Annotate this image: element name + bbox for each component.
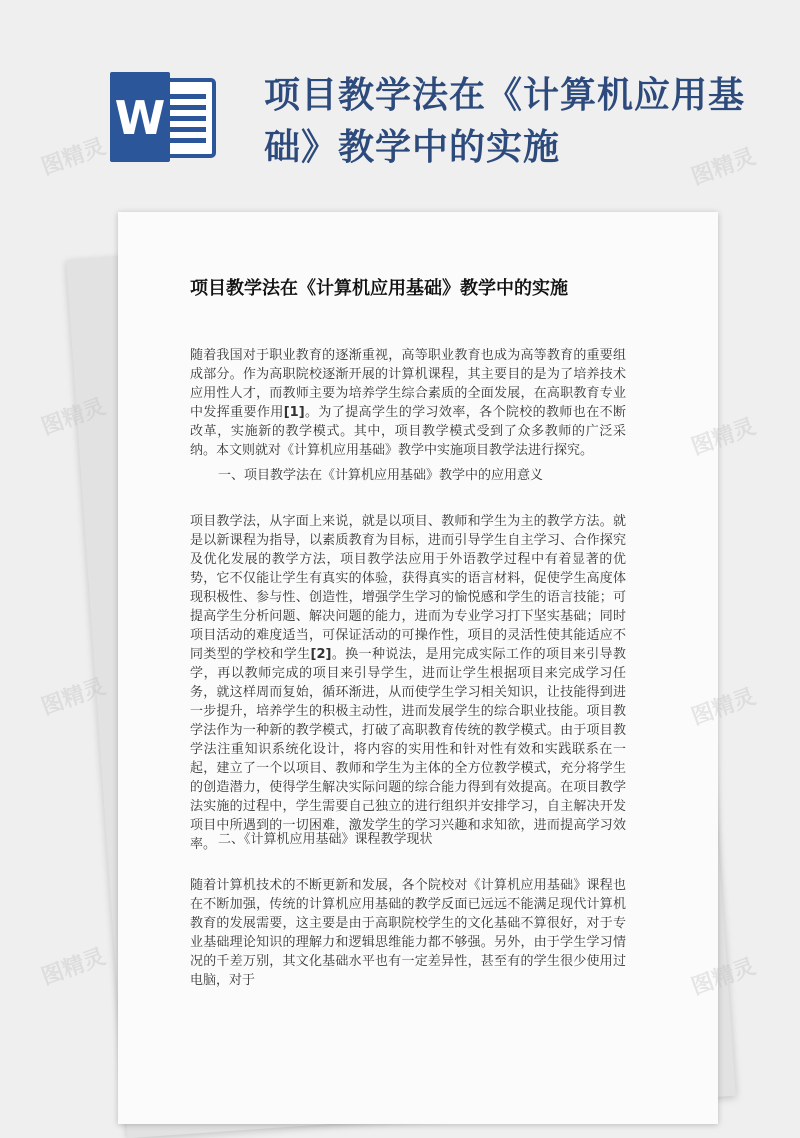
reference-2: [2] — [310, 647, 332, 662]
paragraph-intro — [190, 346, 626, 460]
paragraph-project-method — [190, 512, 626, 854]
watermark: 图精灵 — [688, 954, 759, 1001]
paragraph-project-method-text-a: 项目教学法，从字面上来说，就是以项目、教师和学生为主的教学方法。就是以新课程为指导，以素质教育为目标，进而引导学生自主学习、合作探究及优化发展的教学方法，项目教学法应用于外语教学过程中有着显著的优势，它不仅能让学生有真实的体验，获得真实的语言材料，促使学生高度体现积极性、参与性、创造性，增强学生学习的愉悦感和学生的语言技能；可提高学生分析问题、解决问题的能力，进而为专业学习打下坚实基础；同时项目活动的难度适当，可保证活动的可操作性，项目的灵活性使其能适应不同类型的学校和学生 — [190, 514, 626, 662]
section-heading-2: 二、《计算机应用基础》课程教学现状 — [218, 832, 433, 847]
document-page — [118, 212, 718, 1124]
reference-1: [1] — [283, 405, 305, 420]
watermark: 图精灵 — [688, 684, 759, 731]
paragraph-intro-text-b: 。为了提高学生的学习效率，各个院校的教师也在不断改革，实施新的教学模式。其中，项目教学模式受到了众多教师的广泛采纳。本文则就对《计算机应用基础》教学中实施项目教学法进行探究。 — [190, 405, 626, 458]
watermark: 图精灵 — [38, 944, 109, 991]
word-document-icon — [108, 72, 216, 162]
section-heading-1: 一、项目教学法在《计算机应用基础》教学中的应用意义 — [218, 468, 544, 483]
header-title: 项目教学法在《计算机应用基础》教学中的实施 — [264, 75, 746, 168]
watermark: 图精灵 — [688, 414, 759, 461]
paragraph-teaching-status: 随着计算机技术的不断更新和发展，各个院校对《计算机应用基础》课程也在不断加强，传统的计算机应用基础的教学反面已远远不能满足现代计算机教育的发展需要，这主要是由于高职院校学生的文化基础不算很好，对于专业基础理论知识的理解力和逻辑思维能力都不够强。另外，由于学生学习情况的千差万别，其文化基础水平也有一定差异性，甚至有的学生很少使用过电脑，对于 — [190, 878, 626, 988]
document-title: 项目教学法在《计算机应用基础》教学中的实施 — [190, 278, 568, 299]
word-logo-letter: W — [114, 91, 166, 145]
watermark: 图精灵 — [38, 394, 109, 441]
paragraph-project-method-text-b: 。换一种说法，是用完成实际工作的项目来引导教学，再以教师完成的项目来引导学生，进而让学生根据项目来完成学习任务，就这样周而复始，循环渐进，从而使学生学习相关知识，让技能得到进一步提升，培养学生的积极主动性，进而发展学生的综合职业技能。项目教学法作为一种新的教学模式，打破了高职教育传统的教学模式。由于项目教学法注重知识系统化设计，将内容的实用性和针对性有效和实践联系在一起，建立了一个以项目、教师和学生为主体的全方位教学模式，充分将学生的创造潜力，使得学生解决实际问题的综合能力得到有效提高。在项目教学法实施的过程中，学生需要自己独立的进行组织并安排学习，自主解决开发项目中所遇到的一切困难，激发学生的学习兴趣和求知欲，进而提高学习效率。 — [190, 647, 626, 852]
paragraph-intro-text-a: 随着我国对于职业教育的逐渐重视，高等职业教育也成为高等教育的重要组成部分。作为高职院校逐渐开展的计算机课程，其主要目的是为了培养技术应用性人才，而教师主要为培养学生综合素质的全面发展，在高职教育专业中发挥重要作用 — [190, 348, 626, 420]
watermark: 图精灵 — [38, 134, 109, 181]
watermark: 图精灵 — [38, 674, 109, 721]
watermark: 图精灵 — [688, 144, 759, 191]
